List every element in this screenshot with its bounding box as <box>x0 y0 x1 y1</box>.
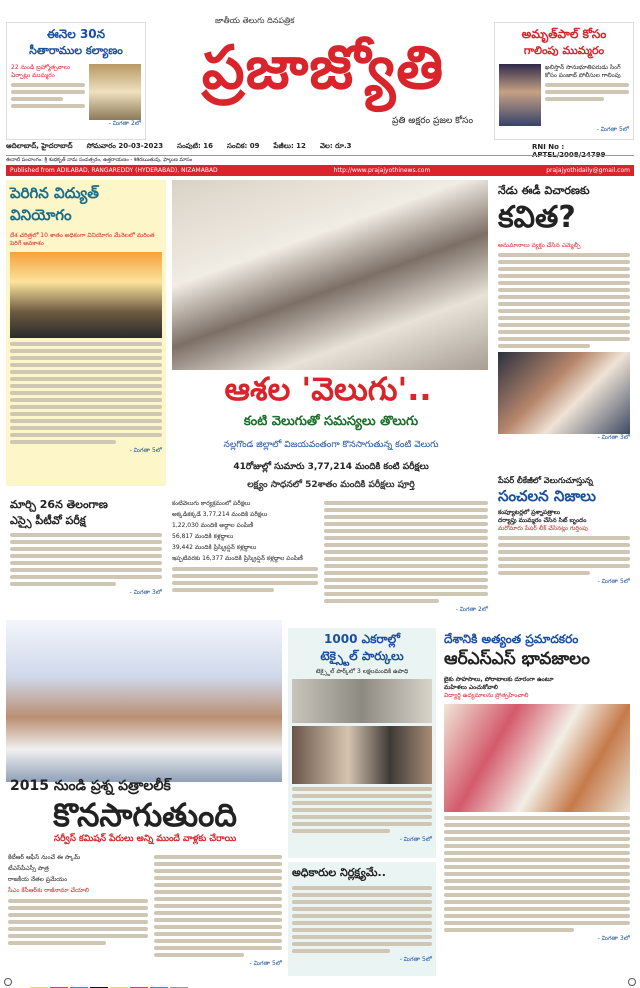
story-rss-title-1: దేశానికి అత్యంత ప్రమాదకరం <box>444 632 579 646</box>
story-rss-more: - మిగతా 3లో <box>597 935 630 942</box>
story-paper-more: - మిగతా 5లో <box>597 578 630 585</box>
story-exam-more: - మిగతా 3లో <box>129 589 162 596</box>
story-textile-more: - మిగతా 5లో <box>399 836 432 843</box>
lead-bullets <box>172 498 318 595</box>
dateline-issue: సంచిక: 09 <box>227 142 260 150</box>
story-textile-title-2: టెక్స్టైల్ పార్కులు <box>320 649 404 663</box>
lead-bullet: 1,22,030 మందికి అద్దాల పంపిణీ <box>172 522 254 529</box>
kavitha-photo <box>498 352 630 434</box>
lead-goal: లక్ష్యం సాధనలో 52శాతం మందికి పరీక్షలు పూర్తి <box>247 480 415 490</box>
story-paper-sub2: దర్యాప్తు ముమ్మరం చేసిన సిట్ బృందం <box>498 517 587 524</box>
print-color-bar <box>30 978 190 984</box>
story-kavitha <box>494 180 634 470</box>
story-officials-more: - మిగతా 5లో <box>399 956 432 963</box>
dateline-pages: పేజీలు: 12 <box>273 142 306 150</box>
story-leak-headline: కొనసాగుతుంది <box>53 796 237 834</box>
lead-bullet: కంటివెలుగు కార్యక్రమంలో పరీక్షలు <box>172 500 251 507</box>
dateline <box>6 141 526 153</box>
ear-left-more: - మిగతా 2లో <box>108 120 141 127</box>
leak-point: టీఎస్‌పీఎస్సీ పాత్ర <box>8 865 49 872</box>
story-textile-title-1: 1000 ఎకరాల్లో <box>324 632 400 646</box>
story-paper-sub1: కంప్యూటర్లలో ప్రశ్నాపత్రాలు <box>498 509 561 516</box>
story-power-subhead: దేశ చరిత్రలో 10 శాతం అధికంగా వినియోగం మేనెలలో మరింత పెరిగే అవకాశం <box>10 232 155 247</box>
publisher-line: Published from ADILABAD, RANGAREDDY (HYDERABAD), NIZAMABAD <box>10 167 218 174</box>
story-leak-subhead: సర్వీస్ కమిషన్ పేరులు అన్ని ముందే వాళ్లకు చేరాయి <box>53 834 237 844</box>
masthead-slogan: ప్రతి అక్షరం ప్రజల కోసం <box>392 116 474 126</box>
story-rss <box>440 628 634 976</box>
story-power-more: - మిగతా 5లో <box>129 447 162 454</box>
leak-point: రాజకీయ నేతల ప్రమేయం <box>8 876 68 883</box>
email-link[interactable]: prajajyothidaily@gmail.com <box>546 167 630 174</box>
story-paper-kicker: పేపర్ లీకేజీలో వెలుగుచూస్తున్న <box>498 476 593 485</box>
lead-stat: 41రోజుల్లో సుమారు 3,77,214 మందికి కంటి పరీక్షలు <box>233 462 429 472</box>
textile-photo-2 <box>292 726 432 784</box>
story-paper <box>494 472 634 612</box>
story-exam <box>6 494 166 612</box>
story-kavitha-subhead: అనుమానాలు వ్యక్తం చేసిన ఎమ్మెల్సీ <box>498 242 581 249</box>
dateline-price: వెల: రూ.3 <box>319 142 352 150</box>
lead-bullet: 39,442 మందికి ప్రిస్క్రిప్షన్ కళ్లద్దాలు <box>172 544 257 551</box>
tagline-top: జాతీయ తెలుగు దినపత్రిక <box>215 16 295 25</box>
ear-right-title-1: అమృత్‌పాల్ కోసం <box>521 27 607 41</box>
story-power <box>6 180 166 486</box>
story-kavitha-kicker: నేడు ఈడీ విచారణకు <box>498 184 590 197</box>
rni-number: RNI No : APTEL/2008/24799 <box>532 143 606 159</box>
power-photo <box>10 252 162 338</box>
lead-bullet: అక్కడికక్కడే 3,77,214 మందికి పరీక్షలు <box>172 511 268 518</box>
ear-left <box>6 22 146 140</box>
story-officials-headline: అధికారుల నిర్లక్ష్యమే.. <box>292 866 386 879</box>
dateline-volume: సంపుటి: 16 <box>177 142 213 150</box>
dateline-place: ఆదిలాబాద్, హైదరాబాద్ <box>6 142 73 150</box>
rally-photo <box>6 620 282 782</box>
panchangam-strip: ఈనాటి పంచాంగం: శ్రీ శుభకృత్ నామ సంవత్సరం, ఉత్తరాయణం - శిశిరఋతువు, ఫాల్గుణ మాసం <box>6 155 634 166</box>
temple-photo <box>89 64 141 120</box>
story-power-title-2: వినియోగం <box>10 206 72 224</box>
story-exam-title-1: మార్చి 26న తెలంగాణ <box>10 498 108 511</box>
ear-left-title-2: సీతారాముల కల్యాణం <box>29 44 123 57</box>
story-kavitha-more: - మిగతా 3లో <box>597 434 630 441</box>
registration-mark <box>628 978 636 986</box>
lead-body <box>324 498 488 614</box>
ear-right-body: ఖలిస్తాన్ సానుభూతిపరుడు సింగ్ కోసం పంజాబ్ పోలీసుల గాలింపు <box>545 64 621 79</box>
story-textile-sub: టెక్స్టైల్ పార్క్‌లో 3 లక్షలమందికి ఉపాధి <box>315 668 409 675</box>
story-kavitha-headline: కవిత? <box>498 200 576 235</box>
story-rss-sub3: విద్యార్థి ఉద్యమాలను ప్రోత్సహించాలి <box>444 692 529 699</box>
leak-point: కేటీఆర్ ఆఫీస్ నుంచే ఈ స్కామ్ <box>8 854 81 861</box>
lead-bullet: 56,817 మందికి కళ్లద్దాలు <box>172 533 234 540</box>
publisher-bar <box>6 165 634 176</box>
story-exam-title-2: ఎస్సై పీటీవో పరీక్ష <box>10 514 86 527</box>
story-power-title-1: పెరిగిన విద్యుత్ <box>10 184 99 202</box>
ear-right-more: - మిగతా 5లో <box>596 126 629 133</box>
lead-subhead: కంటి వెలుగుతో సమస్యలు తొలుగు <box>243 414 419 429</box>
dateline-date: సోమవారం 20-03-2023 <box>86 142 164 150</box>
lead-kicker: నల్లగొండ జిల్లాలో విజయవంతంగా కొనసాగుతున్న కంటి వెలుగు <box>223 440 439 450</box>
registration-mark <box>4 978 12 986</box>
story-leak-body <box>154 852 282 968</box>
story-leak-kicker: 2015 నుండి ప్రశ్న పత్రాలలీక్ <box>10 778 171 794</box>
ear-left-title-1: ఈనెల 30న <box>46 27 106 41</box>
rss-photo <box>444 704 630 812</box>
textile-photo-1 <box>292 679 432 723</box>
leak-point: సీఎం కేసీఆర్‌కు రాజీనామా చేయాలి <box>8 887 90 894</box>
website-link[interactable]: http://www.prajajyothinews.com <box>333 167 431 174</box>
ear-left-body: 22 నుండి బ్రహ్మోత్సవాలు ఏర్పాట్లు ముమ్మరం <box>11 64 70 79</box>
lead-more: - మిగతా 2లో <box>455 606 488 613</box>
story-leak-points <box>8 852 148 948</box>
story-leak-more: - మిగతా 5లో <box>249 960 282 967</box>
story-rss-sub1: బైకు సాహసాలు, పోరాటాలకు దూరంగా ఉంటూ <box>444 676 554 683</box>
story-rss-title-2: ఆర్ఎస్ఎస్ భావజాలం <box>444 649 590 669</box>
story-rss-sub2: మహిళలు ఎంచుకోవాలి <box>444 684 498 691</box>
amritpal-photo <box>499 64 541 126</box>
story-paper-headline: సంచలన నిజాలు <box>498 487 596 505</box>
lead-headline: ఆశల 'వెలుగు'.. <box>224 370 432 408</box>
masthead-logo: ప్రజాజ్యోతి <box>201 33 445 103</box>
ear-right-title-2: గాలింపు ముమ్మరం <box>523 44 605 57</box>
lead-bullet: ఇప్పటివరకు 16,377 మందికి ప్రిస్క్రిప్షన్ కళ్లద్దాల పంపిణీ <box>172 555 303 562</box>
story-paper-sub3: మరోమారు పేపర్ లీక్ చేసినట్లు గుర్తింపు <box>498 525 589 532</box>
story-officials <box>288 862 436 976</box>
lead-photo <box>172 180 488 370</box>
ear-right <box>494 22 634 140</box>
story-textile <box>288 628 436 858</box>
